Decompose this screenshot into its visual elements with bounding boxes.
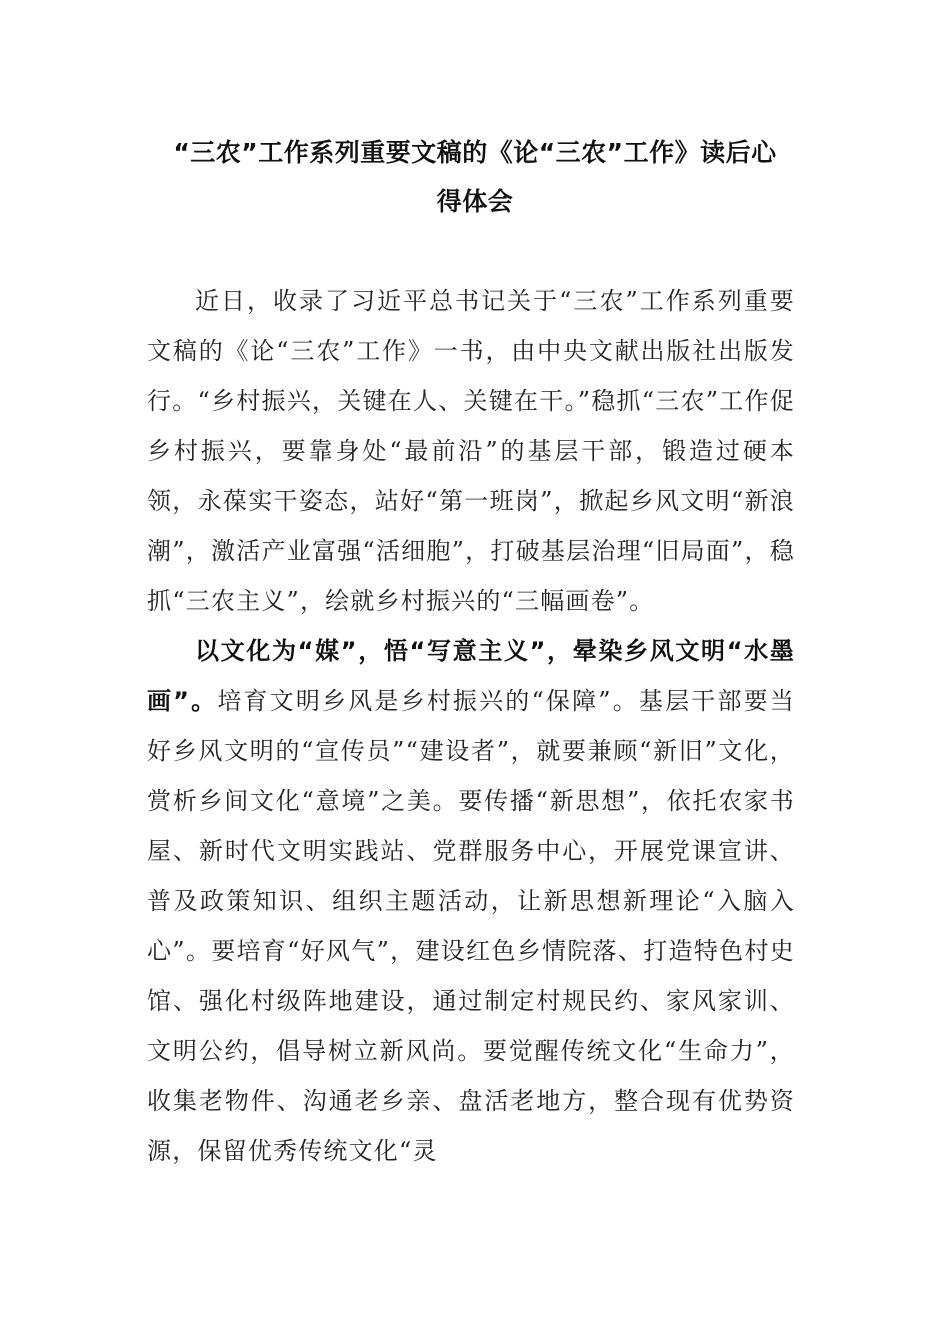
paragraph-culture-body: 培育文明乡风是乡村振兴的“保障”。基层干部要当好乡风文明的“宣传员”“建设者”，就要兼顾“新旧”文化，赏析乡间文化“意境”之美。要传播“新思想”，依托农家书屋、新时代文明实践站、党群服务中心，开展党课宣讲、普及政策知识、组织主题活动，让新思想新理论“入脑入心”。要培育“好风气”，建设红色乡情院落、打造特色村史馆、强化村级阵地建设，通过制定村规民约、家风家训、文明公约，倡导树立新风尚。要觉醒传统文化“生命力”，收集老物件、沟通老乡亲、盘活老地方，整合现有优势资源，保留优秀传统文化“灵 xyxy=(147,687,795,1165)
title-line-2: 得体会 xyxy=(436,187,514,216)
document-body xyxy=(147,276,795,1176)
paragraph-culture xyxy=(147,626,795,1176)
document-title xyxy=(140,128,810,226)
paragraph-culture-heading: 以文化为“媒”，悟“写意主义”，晕染乡风文明“水墨画”。 xyxy=(147,637,795,715)
paragraph-intro: 近日，收录了习近平总书记关于“三农”工作系列重要文稿的《论“三农”工作》一书，由中央文献出版社出版发行。“乡村振兴，关键在人、关键在干。”稳抓“三农”工作促乡村振兴，要靠身处“最前沿”的基层干部，锻造过硬本领，永葆实干姿态，站好“第一班岗”，掀起乡风文明“新浪潮”，激活产业富强“活细胞”，打破基层治理“旧局面”，稳抓“三农主义”，绘就乡村振兴的“三幅画卷”。 xyxy=(147,287,795,615)
title-line-1: “三农”工作系列重要文稿的《论“三农”工作》读后心 xyxy=(173,138,777,167)
